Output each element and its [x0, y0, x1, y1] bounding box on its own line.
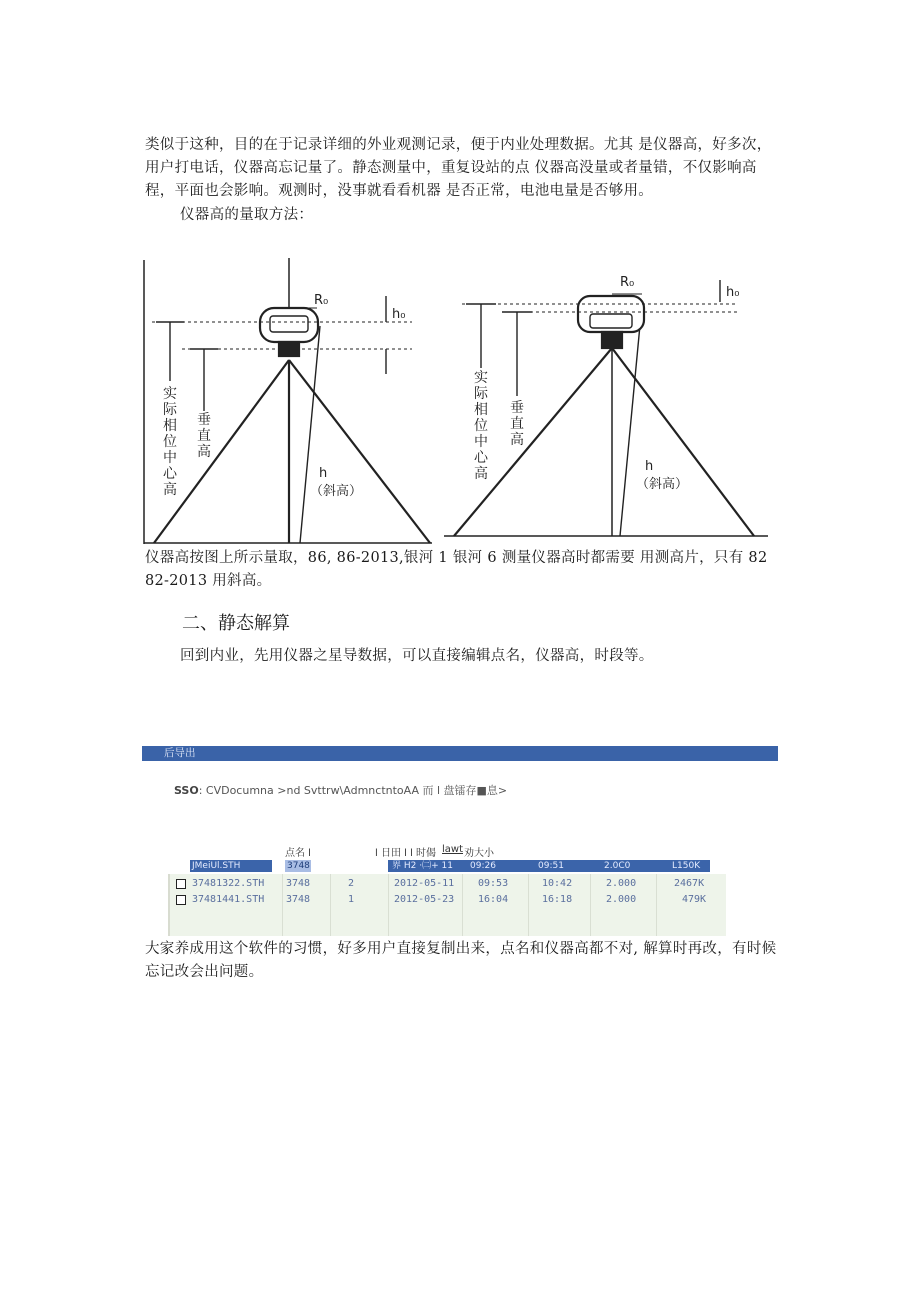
svg-text:相: 相	[163, 418, 177, 434]
table-row[interactable]	[170, 876, 726, 892]
svg-text:心: 心	[163, 466, 177, 482]
size-cell: 479K	[682, 894, 707, 905]
svg-text:中: 中	[474, 434, 488, 450]
window-title-bar	[142, 746, 778, 761]
selected-size-cell: L150K	[672, 861, 701, 871]
svg-text:中: 中	[163, 450, 177, 466]
table-row[interactable]	[170, 892, 726, 908]
selected-file-cell[interactable]: JMeiUl.STH	[192, 861, 241, 871]
col-header-size[interactable]: 劝大小	[464, 848, 494, 859]
slant-label-right: （斜高）	[636, 477, 689, 492]
svg-text:高: 高	[510, 432, 524, 448]
svg-text:位: 位	[474, 418, 488, 434]
svg-text:实: 实	[163, 386, 177, 402]
svg-text:高: 高	[197, 444, 211, 460]
file-cell: 37481441.STH	[192, 894, 265, 905]
date-cell: 2012-05-11	[394, 878, 455, 889]
point-cell: 3748	[286, 894, 311, 905]
intro-paragraph: 类似于这种，目的在于记录详细的外业观测记录，便于内业处理数据。尤其 是仪器高，好多次，用户打电话，仪器高忘记量了。静态测量中，重复设站的点 仪器高没量或者量错，不仅影响高程，平面也会影响。观测时，没事就看看机器 是否正常，电池电量是否够用。	[145, 137, 772, 199]
vertical-label-right	[510, 400, 524, 448]
h0-label-left: h₀	[392, 307, 406, 322]
start-cell: 09:53	[478, 878, 509, 889]
col-header-date-time[interactable]: l 日田 l l 时偈	[375, 848, 437, 859]
col-header-point-name[interactable]: 点名 l	[285, 848, 311, 859]
point-cell: 3748	[286, 878, 311, 889]
h0-label-right: h₀	[726, 285, 740, 300]
window-title: 后导出	[164, 747, 196, 759]
instrument-height-diagram	[142, 256, 770, 546]
svg-text:际: 际	[163, 402, 177, 418]
row-checkbox[interactable]	[176, 879, 186, 889]
vertical-label-left	[197, 412, 211, 460]
svg-text:高: 高	[163, 482, 177, 498]
svg-text:心: 心	[474, 450, 488, 466]
col-header-ant[interactable]: lawt	[442, 844, 464, 855]
svg-text:高: 高	[474, 466, 488, 482]
svg-text:相: 相	[474, 402, 488, 418]
import-paragraph: 回到内业，先用仪器之星导数据，可以直接编辑点名，仪器高，时段等。	[180, 648, 654, 664]
session-cell: 1	[348, 894, 355, 905]
closing-paragraph: 大家养成用这个软件的习惯，好多用户直接复制出来，点名和仪器高都不对, 解算时再改，有时候忘记改会出问题。	[145, 941, 777, 980]
r0-label-left: R₀	[314, 293, 329, 308]
svg-text:实: 实	[474, 370, 488, 386]
size-cell: 2467K	[674, 878, 705, 889]
session-cell: 2	[348, 878, 355, 889]
selected-a-cell: 界 H2 ·㈡+ 11	[392, 861, 453, 871]
svg-text:直: 直	[197, 428, 211, 444]
section-heading: 二、静态解算	[182, 613, 290, 634]
slant-label-left: （斜高）	[310, 484, 363, 499]
phase-center-label-right	[474, 370, 489, 482]
svg-text:直: 直	[510, 416, 524, 432]
date-cell: 2012-05-23	[394, 894, 455, 905]
svg-text:位: 位	[163, 434, 177, 450]
selected-end-cell: 09:51	[538, 861, 564, 871]
phase-center-label-left	[163, 386, 178, 498]
end-cell: 10:42	[542, 878, 573, 889]
file-cell: 37481322.STH	[192, 878, 265, 889]
r0-label-right: R₀	[620, 275, 635, 290]
selected-start-cell: 09:26	[470, 861, 496, 871]
row-checkbox[interactable]	[176, 895, 186, 905]
measurement-paragraph: 仪器高按图上所示量取，86, 86-2013,银河 1 银河 6 测量仪器高时都需要 用测高片，只有 82 82-2013 用斜高。	[145, 550, 768, 589]
h-label-right: h	[645, 459, 654, 474]
h-label-left: h	[319, 466, 328, 481]
start-cell: 16:04	[478, 894, 509, 905]
svg-text:际: 际	[474, 386, 488, 402]
path-line: SSO: CVDocumna >nd Svttrw\AdmnctntoAA 而 l 盘镭存■息>	[174, 784, 508, 797]
method-paragraph: 仪器高的量取方法：	[180, 207, 314, 223]
end-cell: 16:18	[542, 894, 573, 905]
svg-text:垂: 垂	[510, 400, 524, 416]
selected-ant-cell: 2.0C0	[604, 861, 631, 871]
ant-cell: 2.000	[606, 878, 637, 889]
ant-cell: 2.000	[606, 894, 637, 905]
svg-text:垂: 垂	[197, 412, 211, 428]
selected-point-cell[interactable]: 3748	[287, 861, 310, 871]
file-table	[168, 874, 726, 936]
